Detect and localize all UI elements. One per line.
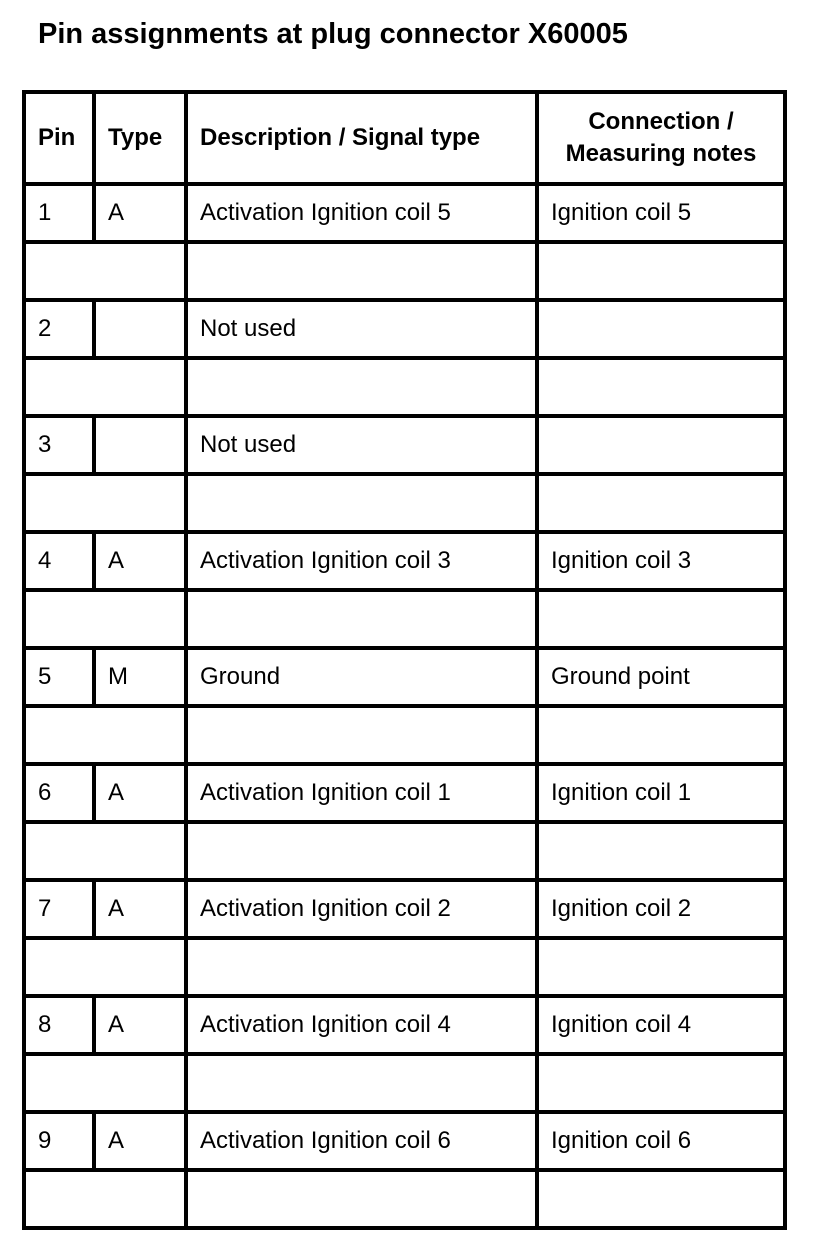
cell-description: Activation Ignition coil 4 [186, 996, 537, 1054]
table-spacer-row [24, 242, 785, 300]
spacer-cell-notes [537, 1054, 785, 1112]
page-title: Pin assignments at plug connector X60005 [38, 18, 628, 50]
table-spacer-row [24, 706, 785, 764]
spacer-cell-notes [537, 938, 785, 996]
cell-description: Not used [186, 416, 537, 474]
cell-description: Activation Ignition coil 2 [186, 880, 537, 938]
table-spacer-row [24, 938, 785, 996]
cell-notes: Ignition coil 2 [537, 880, 785, 938]
cell-pin: 9 [24, 1112, 94, 1170]
pin-assignment-table [22, 90, 787, 1230]
spacer-cell-pin-type [24, 474, 186, 532]
cell-description: Activation Ignition coil 3 [186, 532, 537, 590]
table-row [24, 764, 785, 822]
table-row [24, 416, 785, 474]
table-spacer-row [24, 1170, 785, 1228]
cell-pin: 2 [24, 300, 94, 358]
spacer-cell-notes [537, 242, 785, 300]
spacer-cell-description [186, 1170, 537, 1228]
header-description: Description / Signal type [186, 92, 537, 184]
cell-notes: Ignition coil 4 [537, 996, 785, 1054]
cell-pin: 5 [24, 648, 94, 706]
cell-description: Ground [186, 648, 537, 706]
spacer-cell-pin-type [24, 590, 186, 648]
cell-type: A [94, 532, 186, 590]
table-spacer-row [24, 358, 785, 416]
cell-notes [537, 300, 785, 358]
cell-type: A [94, 184, 186, 242]
table-row [24, 996, 785, 1054]
cell-type: A [94, 996, 186, 1054]
cell-pin: 4 [24, 532, 94, 590]
header-pin: Pin [24, 92, 94, 184]
table-row [24, 1112, 785, 1170]
table-spacer-row [24, 1054, 785, 1112]
cell-type: A [94, 764, 186, 822]
cell-description: Activation Ignition coil 6 [186, 1112, 537, 1170]
table-row [24, 532, 785, 590]
table-row [24, 300, 785, 358]
spacer-cell-pin-type [24, 242, 186, 300]
spacer-cell-pin-type [24, 822, 186, 880]
spacer-cell-description [186, 358, 537, 416]
table-row [24, 880, 785, 938]
spacer-cell-notes [537, 822, 785, 880]
cell-type [94, 416, 186, 474]
spacer-cell-notes [537, 590, 785, 648]
spacer-cell-description [186, 822, 537, 880]
cell-type: M [94, 648, 186, 706]
cell-pin: 7 [24, 880, 94, 938]
table-row [24, 648, 785, 706]
header-notes-line1: Connection / [588, 108, 734, 135]
cell-type: A [94, 880, 186, 938]
header-notes-line2: Measuring notes [565, 140, 757, 167]
cell-description: Not used [186, 300, 537, 358]
table-spacer-row [24, 590, 785, 648]
spacer-cell-pin-type [24, 706, 186, 764]
table-header-row [24, 92, 785, 184]
cell-pin: 8 [24, 996, 94, 1054]
table-row [24, 184, 785, 242]
table-body [24, 184, 785, 1228]
cell-notes: Ignition coil 3 [537, 532, 785, 590]
spacer-cell-description [186, 590, 537, 648]
spacer-cell-pin-type [24, 938, 186, 996]
cell-type: A [94, 1112, 186, 1170]
cell-notes: Ignition coil 5 [537, 184, 785, 242]
spacer-cell-notes [537, 474, 785, 532]
cell-pin: 3 [24, 416, 94, 474]
spacer-cell-notes [537, 706, 785, 764]
cell-pin: 6 [24, 764, 94, 822]
header-type: Type [94, 92, 186, 184]
table-spacer-row [24, 822, 785, 880]
cell-notes: Ignition coil 6 [537, 1112, 785, 1170]
spacer-cell-description [186, 1054, 537, 1112]
spacer-cell-pin-type [24, 1054, 186, 1112]
spacer-cell-description [186, 474, 537, 532]
spacer-cell-description [186, 706, 537, 764]
header-connection-notes [537, 92, 785, 184]
spacer-cell-description [186, 938, 537, 996]
cell-notes [537, 416, 785, 474]
spacer-cell-pin-type [24, 358, 186, 416]
spacer-cell-notes [537, 1170, 785, 1228]
cell-description: Activation Ignition coil 5 [186, 184, 537, 242]
cell-pin: 1 [24, 184, 94, 242]
cell-notes: Ground point [537, 648, 785, 706]
spacer-cell-pin-type [24, 1170, 186, 1228]
cell-notes: Ignition coil 1 [537, 764, 785, 822]
cell-description: Activation Ignition coil 1 [186, 764, 537, 822]
spacer-cell-notes [537, 358, 785, 416]
spacer-cell-description [186, 242, 537, 300]
cell-type [94, 300, 186, 358]
table-spacer-row [24, 474, 785, 532]
